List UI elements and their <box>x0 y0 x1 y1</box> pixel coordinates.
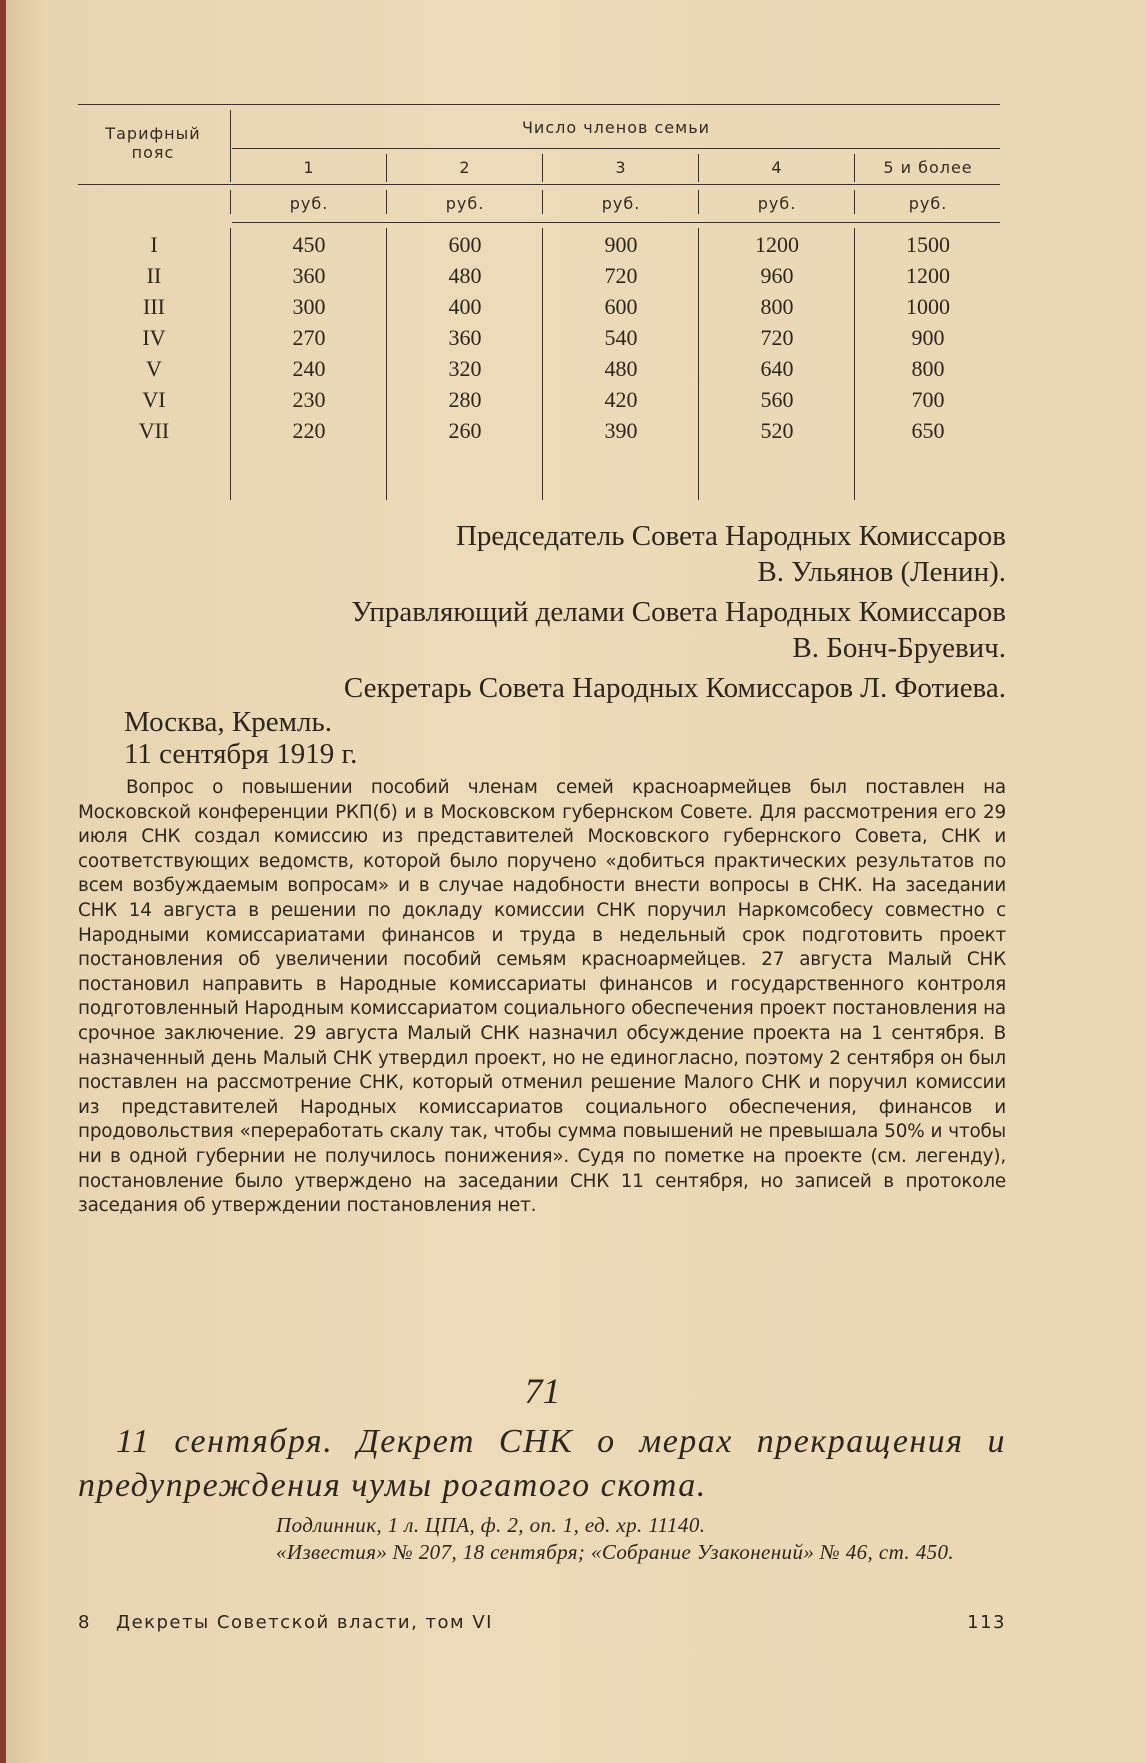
table-cell: 800 <box>760 294 794 319</box>
col-sep-4-head <box>854 154 855 182</box>
table-cell: 800 <box>911 356 945 381</box>
secretary: Секретарь Совета Народных Комиссаров Л. Фотиева. <box>343 672 1006 704</box>
table-cell: 480 <box>448 263 482 288</box>
col-sep-2-unit <box>542 190 543 214</box>
table-cell: 640 <box>760 356 794 381</box>
table-cell: 540 <box>604 325 638 350</box>
table-cell: 220 <box>292 418 326 443</box>
zone-label: III <box>143 294 165 319</box>
col-header-1: 1 <box>303 158 315 177</box>
table-cell: 1000 <box>906 294 950 319</box>
chairman-name: В. Ульянов (Ленин). <box>757 556 1006 588</box>
zone-label: VI <box>142 387 166 412</box>
unit-5: руб. <box>908 194 948 213</box>
zone-label: IV <box>142 325 166 350</box>
family-header-rule <box>232 148 1000 149</box>
table-cell: 720 <box>760 325 794 350</box>
table-cell: 360 <box>448 325 482 350</box>
table-cell: 600 <box>448 232 482 257</box>
table-cell: 700 <box>911 387 945 412</box>
table-cell: 260 <box>448 418 482 443</box>
manager-title: Управляющий делами Совета Народных Комиссаров <box>351 596 1006 628</box>
zone-label: II <box>146 263 162 288</box>
unit-rule <box>232 222 1000 223</box>
col-header-4: 4 <box>771 158 783 177</box>
table-cell: 360 <box>292 263 326 288</box>
document-title: 11 сентября. Декрет СНК о мерах прекращения и предупреждения чумы рогатого скота. <box>78 1423 1006 1504</box>
commentary-paragraph: Вопрос о повышении пособий членам семей красноармейцев был поставлен на Московской конференции РКП(б) и в Московском губернском Совете. Для рассмотрения его 29 июля СНК создал комиссию из представителей Московского губернского Совета, СНК и соответствующих ведомств, которой было поручено «добиться практических результатов по всем возбуждаемым вопросам» и в случае надобности внести вопросы в СНК. На заседании СНК 14 августа в решении по докладу комиссии СНК поручил Наркомсобесу совместно с Народными комиссариатами финансов и труда в недельный срок подготовить проект постановления об увеличении пособий семьям красноармейцев. 27 августа Малый СНК постановил направить в Народные комиссариаты финансов и государственного контроля подготовленный Народным комиссариатом социального обеспечения проект постановления на срочное заключение. 29 августа Малый СНК назначил обсуждение проекта на 1 сентября. В назначенный день Малый СНК утвердил проект, но не единогласно, поэтому 2 сентября он был поставлен на рассмотрение СНК, который отменил решение Малого СНК и поручил комиссии из представителей Народных комиссариатов социального обеспечения, финансов и продовольствия «переработать скалу так, чтобы сумма повышений не превышала 50% и чтобы ни в одной губернии не получилось понижения». Судя по пометке на проекте (см. легенду), постановление было утверждено на заседании СНК 11 сентября, но записей в протоколе заседания об утверждении постановления нет. <box>78 777 1006 1217</box>
col-sep-4-body <box>854 228 855 500</box>
manager-name: В. Бонч-Бруевич. <box>792 632 1006 664</box>
column-header-rule <box>78 184 1000 185</box>
table-cell: 600 <box>604 294 638 319</box>
table-cell: 560 <box>760 387 794 412</box>
table-cell: 240 <box>292 356 326 381</box>
table-cell: 1200 <box>755 232 799 257</box>
table-cell: 230 <box>292 387 326 412</box>
family-header: Число членов семьи <box>521 118 711 137</box>
table-cell: 450 <box>292 232 326 257</box>
col-sep-2-body <box>542 228 543 500</box>
table-cell: 420 <box>604 387 638 412</box>
table-cell: 300 <box>292 294 326 319</box>
running-footer: Декреты Советской власти, том VI <box>116 1612 493 1633</box>
place: Москва, Кремль. <box>124 706 332 738</box>
signature-mark: 8 <box>78 1612 91 1633</box>
zone-separator-body <box>230 228 231 500</box>
unit-3: руб. <box>601 194 641 213</box>
date: 11 сентября 1919 г. <box>124 738 358 770</box>
table-cell: 1500 <box>906 232 950 257</box>
table-cell: 960 <box>760 263 794 288</box>
col-header-5: 5 и более <box>883 158 973 177</box>
table-cell: 900 <box>911 325 945 350</box>
document-number: 71 <box>524 1371 561 1411</box>
zone-separator-unit <box>230 190 231 214</box>
table-top-rule <box>78 104 1000 105</box>
table-cell: 480 <box>604 356 638 381</box>
table-cell: 1200 <box>906 263 950 288</box>
source-line-1: Подлинник, 1 л. ЦПА, ф. 2, оп. 1, ед. хр. 11140. <box>276 1513 706 1537</box>
table-cell: 270 <box>292 325 326 350</box>
unit-2: руб. <box>445 194 485 213</box>
zone-separator-top <box>230 110 231 182</box>
col-sep-3-unit <box>698 190 699 214</box>
source-line-2: «Известия» № 207, 18 сентября; «Собрание Узаконений» № 46, ст. 450. <box>276 1540 955 1564</box>
col-sep-1-unit <box>386 190 387 214</box>
table-cell: 900 <box>604 232 638 257</box>
table-cell: 520 <box>760 418 794 443</box>
document-source <box>228 1512 1006 1566</box>
zone-label: V <box>146 356 162 381</box>
col-sep-2-head <box>542 154 543 182</box>
table-cell: 720 <box>604 263 638 288</box>
table-cell: 400 <box>448 294 482 319</box>
unit-4: руб. <box>757 194 797 213</box>
col-sep-1-head <box>386 154 387 182</box>
col-sep-4-unit <box>854 190 855 214</box>
col-header-3: 3 <box>615 158 627 177</box>
col-sep-1-body <box>386 228 387 500</box>
table-cell: 280 <box>448 387 482 412</box>
col-sep-3-body <box>698 228 699 500</box>
table-cell: 320 <box>448 356 482 381</box>
col-sep-3-head <box>698 154 699 182</box>
allowance-table <box>78 104 1000 500</box>
unit-1: руб. <box>289 194 329 213</box>
zone-label: VII <box>138 418 170 443</box>
zone-label: I <box>150 232 158 257</box>
chairman-title: Председатель Совета Народных Комиссаров <box>455 520 1006 552</box>
zone-header <box>78 124 228 162</box>
table-cell: 650 <box>911 418 945 443</box>
page-number: 113 <box>967 1612 1006 1633</box>
table-cell: 390 <box>604 418 638 443</box>
zone-header-line2: пояс <box>131 143 175 162</box>
zone-header-line1: Тарифный <box>105 124 201 143</box>
col-header-2: 2 <box>459 158 471 177</box>
